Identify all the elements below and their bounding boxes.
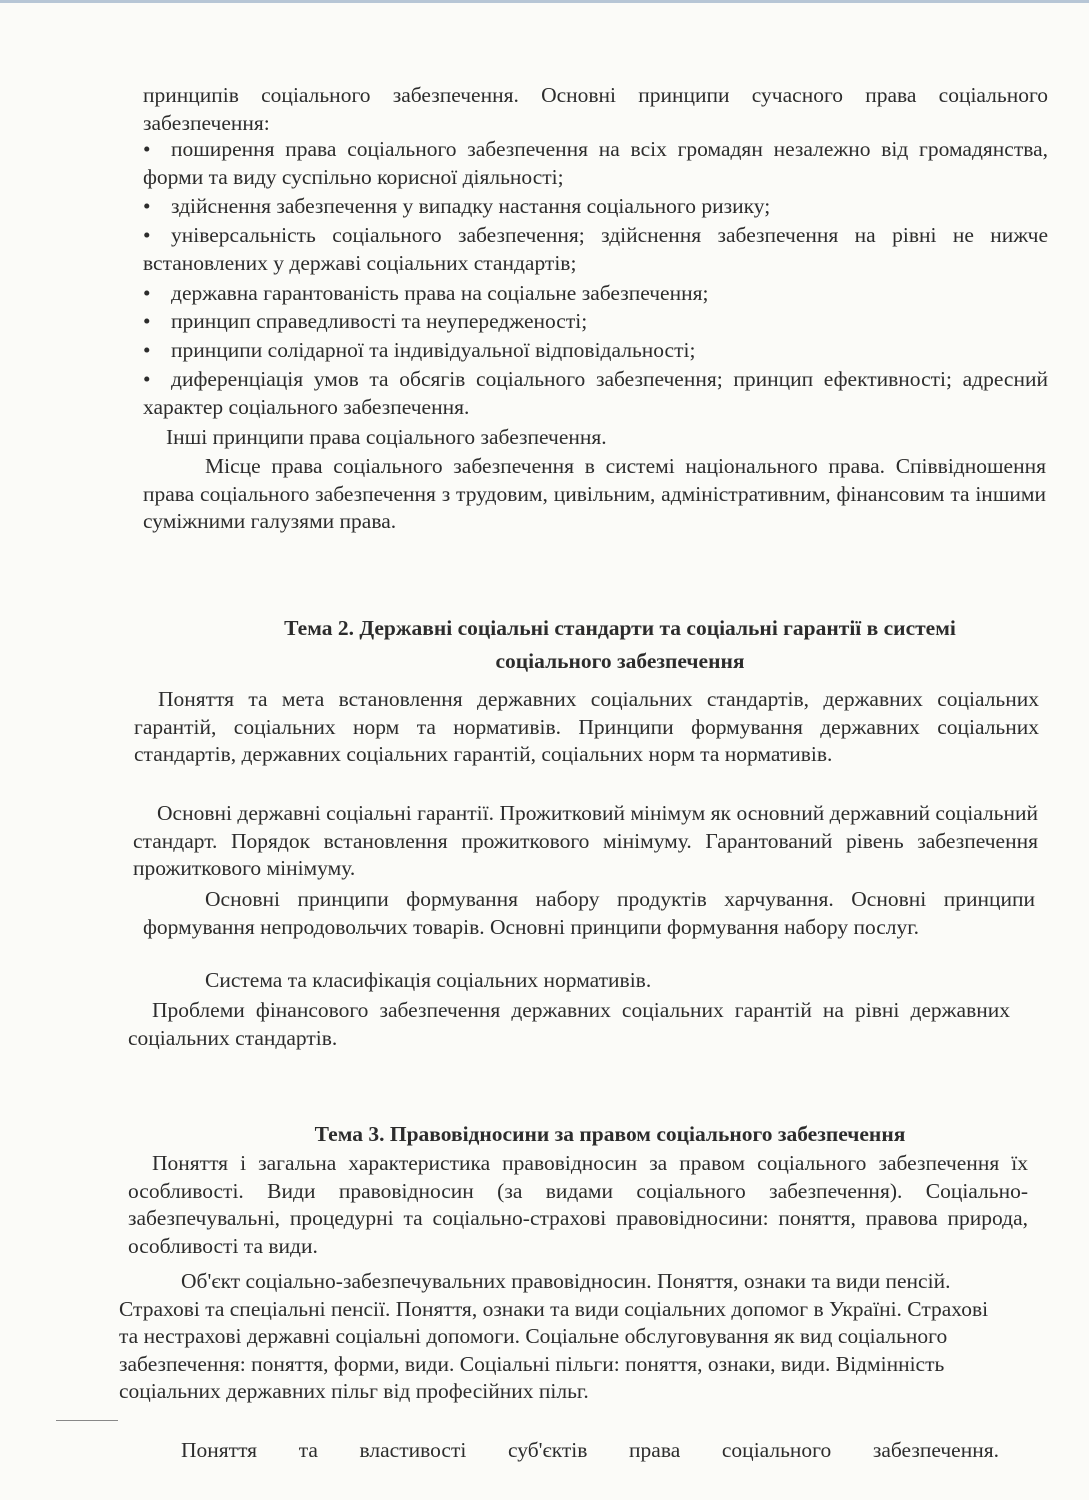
- bullet-icon: •: [143, 281, 151, 305]
- topic-3-heading: Тема 3. Правовідносини за правом соціального забезпечення: [314, 1122, 906, 1146]
- bullet-item-4: • державна гарантованість права на соціальне забезпечення;: [143, 280, 1048, 308]
- bullet-icon: •: [143, 194, 151, 218]
- topic-2-paragraph-1: Поняття та мета встановлення державних соціальних стандартів, державних соціальних гарантій, соціальних норм та нормативів. Принципи формування державних соціальних стандартів, державних соціальних гарантій, соціальних норм та нормативів.: [134, 687, 1039, 766]
- topic-2-paragraph-3: Основні принципи формування набору продуктів харчування. Основні принципи формування непродовольчих товарів. Основні принципи формування набору послуг.: [143, 887, 1035, 939]
- bullet-icon: •: [143, 223, 151, 247]
- topic-3-paragraph-2: Об'єкт соціально-забезпечувальних правовідносин. Поняття, ознаки та види пенсій. Страхові та спеціальні пенсії. Поняття, ознаки та види соціальних допомог в Україні. Страхові та нестрахові державні соціальні допомоги. Соціальне обслуговування як вид соціального забезпечення: поняття, форми, види. Соціальні пільги: поняття, ознаки, види. Відмінність соціальних державних пільг від професійних пільг.: [119, 1269, 989, 1403]
- bullet-item-3: • універсальність соціального забезпечення; здійснення забезпечення на рівні не нижче встановлених у державі соціальних стандартів;: [143, 223, 1048, 275]
- topic-2-paragraph-4: Система та класифікація соціальних нормативів.: [205, 968, 652, 992]
- topic-2-heading-line-2: соціального забезпечення: [495, 649, 745, 673]
- topic-2-heading-line-1: Тема 2. Державні соціальні стандарти та соціальні гарантії в системі: [284, 616, 956, 640]
- place-paragraph: Місце права соціального забезпечення в системі національного права. Співвідношення права соціального забезпечення з трудовим, цивільним, адміністративним, фінансовим та іншими суміжними галузями права.: [143, 454, 1046, 533]
- topic-3-paragraph-1: Поняття і загальна характеристика правовідносин за правом соціального забезпечення їх особливості. Види правовідносин (за видами соціального забезпечення). Соціально-забезпечувальні, процедурні та соціально-страхові правовідносини: поняття, правова природа, особливості та види.: [128, 1151, 1028, 1258]
- principles-intro: принципів соціального забезпечення. Основні принципи сучасного права соціального забезпечення:: [143, 83, 1048, 135]
- bullet-item-5: • принцип справедливості та неупередженості;: [143, 308, 1048, 336]
- other-principles: Інші принципи права соціального забезпечення.: [166, 425, 607, 449]
- scan-margin-line: [56, 1420, 118, 1421]
- bullet-icon: •: [143, 367, 151, 391]
- topic-2-paragraph-2: Основні державні соціальні гарантії. Прожитковий мінімум як основний державний соціальний стандарт. Порядок встановлення прожиткового мінімуму. Гарантований рівень забезпечення прожиткового мінімуму.: [133, 801, 1038, 880]
- bullet-icon: •: [143, 338, 151, 362]
- bullet-icon: •: [143, 137, 151, 161]
- bullet-item-7: • диференціація умов та обсягів соціального забезпечення; принцип ефективності; адресний характер соціального забезпечення.: [143, 367, 1048, 419]
- bullet-item-6: • принципи солідарної та індивідуальної відповідальності;: [143, 337, 1048, 365]
- bullet-item-2: • здійснення забезпечення у випадку настання соціального ризику;: [143, 193, 1048, 221]
- topic-3-paragraph-3: Поняття та властивості суб'єктів права соціального забезпечення.: [181, 1438, 999, 1462]
- topic-2-paragraph-5: Проблеми фінансового забезпечення державних соціальних гарантій на рівні державних соціальних стандартів.: [128, 998, 1010, 1050]
- bullet-icon: •: [143, 309, 151, 333]
- bullet-item-1: • поширення права соціального забезпечення на всіх громадян незалежно від громадянства, форми та виду суспільно корисної діяльності;: [143, 137, 1048, 189]
